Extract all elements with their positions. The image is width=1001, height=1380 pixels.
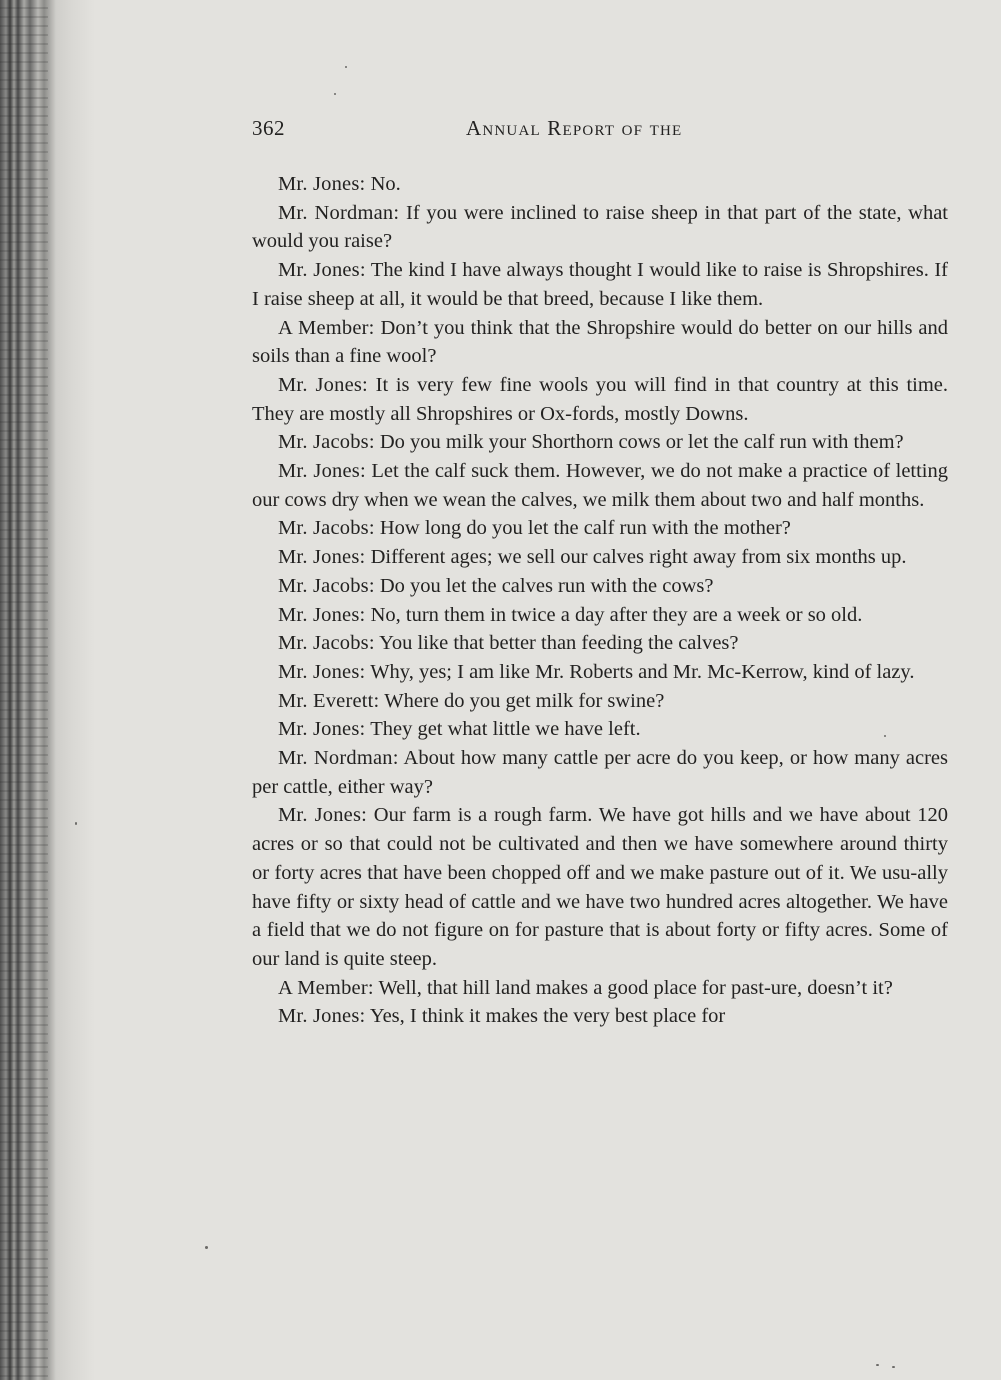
speaker-name: Mr. Jones: [278, 1005, 366, 1028]
speech-text: Let the calf suck them. However, we do not make a practice of letting our cows dry when we wean the calves, we milk them about two and half months. [252, 460, 949, 511]
speaker-name: Mr. Jacobs: [278, 431, 375, 454]
speech-text: Do you milk your Shorthorn cows or let the calf run with them? [379, 431, 904, 454]
speech-text: Yes, I think it makes the very best place for [369, 1005, 726, 1028]
speaker-name: Mr. Jacobs: [278, 574, 375, 597]
speaker-name: Mr. Jones: [278, 259, 366, 282]
transcript-paragraph [252, 256, 948, 313]
transcript-paragraph [252, 658, 948, 687]
page-number: 362 [252, 116, 285, 140]
speech-text: Don’t you think that the Shropshire would do better on our hills and soils than a fine wool? [252, 316, 949, 368]
transcript-paragraph [252, 974, 948, 1003]
transcript-paragraph [252, 601, 948, 630]
transcript-paragraph [252, 457, 948, 514]
speaker-name: Mr. Nordman: [278, 201, 400, 224]
transcript-paragraph [252, 543, 948, 572]
paper-speck [876, 1364, 879, 1366]
speaker-name: A Member: [278, 316, 375, 339]
speech-text: No, turn them in twice a day after they are a week or so old. [370, 603, 863, 626]
transcript-paragraph [252, 715, 948, 744]
transcript-paragraph [252, 514, 948, 543]
speech-text: The kind I have always thought I would like to raise is Shropshires. If I raise sheep at all, it would be that breed, because I like them. [252, 259, 948, 310]
speaker-name: Mr. Jones: [278, 373, 368, 396]
speaker-name: Mr. Jones: [278, 804, 368, 827]
transcript-paragraph [252, 744, 948, 801]
running-head: Annual Report of the [466, 116, 683, 140]
speech-text: If you were inclined to raise sheep in that part of the state, what would you raise? [252, 201, 948, 253]
speech-text: No. [370, 173, 401, 195]
speaker-name: A Member: [278, 976, 374, 999]
transcript-paragraph [252, 314, 948, 371]
speech-text: How long do you let the calf run with the mother? [379, 517, 791, 540]
transcript-paragraph [252, 572, 948, 601]
transcript-paragraph [252, 629, 948, 658]
transcript-paragraph [252, 801, 948, 973]
speech-text: Where do you get milk for swine? [384, 689, 665, 712]
speaker-name: Mr. Jones: [278, 603, 366, 626]
transcript-paragraph [252, 371, 948, 428]
speech-text: They get what little we have left. [370, 718, 641, 741]
speaker-name: Mr. Jones: [278, 718, 366, 741]
paper-speck [884, 735, 886, 737]
transcript-paragraph [252, 170, 948, 199]
speaker-name: Mr. Nordman: [278, 747, 399, 770]
paper-speck [334, 93, 336, 95]
speaker-name: Mr. Jones: [278, 546, 366, 569]
transcript-paragraph [252, 687, 948, 716]
binding-texture [0, 0, 48, 1380]
speaker-name: Mr. Jones: [278, 173, 366, 195]
speech-text: Well, that hill land makes a good place for past-ure, doesn’t it? [378, 976, 893, 999]
speech-text: It is very few fine wools you will find in that country at this time. They are mostly all Shropshires or Ox-fords, mostly Downs. [252, 373, 948, 425]
paper-speck [205, 1246, 208, 1249]
transcript-paragraph [252, 428, 948, 457]
speech-text: About how many cattle per acre do you keep, or how many acres per cattle, either way? [252, 747, 948, 798]
paper-speck [345, 66, 347, 68]
speech-text: You like that better than feeding the calves? [379, 632, 739, 655]
speech-text: Do you let the calves run with the cows? [379, 574, 714, 597]
speaker-name: Mr. Jones: [278, 660, 366, 683]
speaker-name: Mr. Jones: [278, 460, 366, 483]
transcript-paragraph [252, 199, 948, 256]
speech-text: Different ages; we sell our calves right away from six months up. [370, 546, 907, 569]
speaker-name: Mr. Jacobs: [278, 517, 375, 540]
transcript-body [252, 170, 948, 1031]
speech-text: Why, yes; I am like Mr. Roberts and Mr. Mc-Kerrow, kind of lazy. [370, 660, 915, 683]
paper-speck [892, 1366, 895, 1368]
speaker-name: Mr. Everett: [278, 689, 380, 712]
paper-speck [75, 822, 77, 825]
page-header [252, 116, 952, 146]
speech-text: Our farm is a rough farm. We have got hills and we have about 120 acres or so that could not be cultivated and then we have somewhere around thirty or forty acres that have been chopped off and we make pasture out of it. We usu-ally have fifty or sixty head of cattle and we have two hundred acres altogether. We have a field that we do not figure on for pasture that is about forty or fifty acres. Some of our land is quite steep. [252, 804, 949, 970]
transcript-paragraph [252, 1002, 948, 1031]
speaker-name: Mr. Jacobs: [278, 632, 375, 655]
